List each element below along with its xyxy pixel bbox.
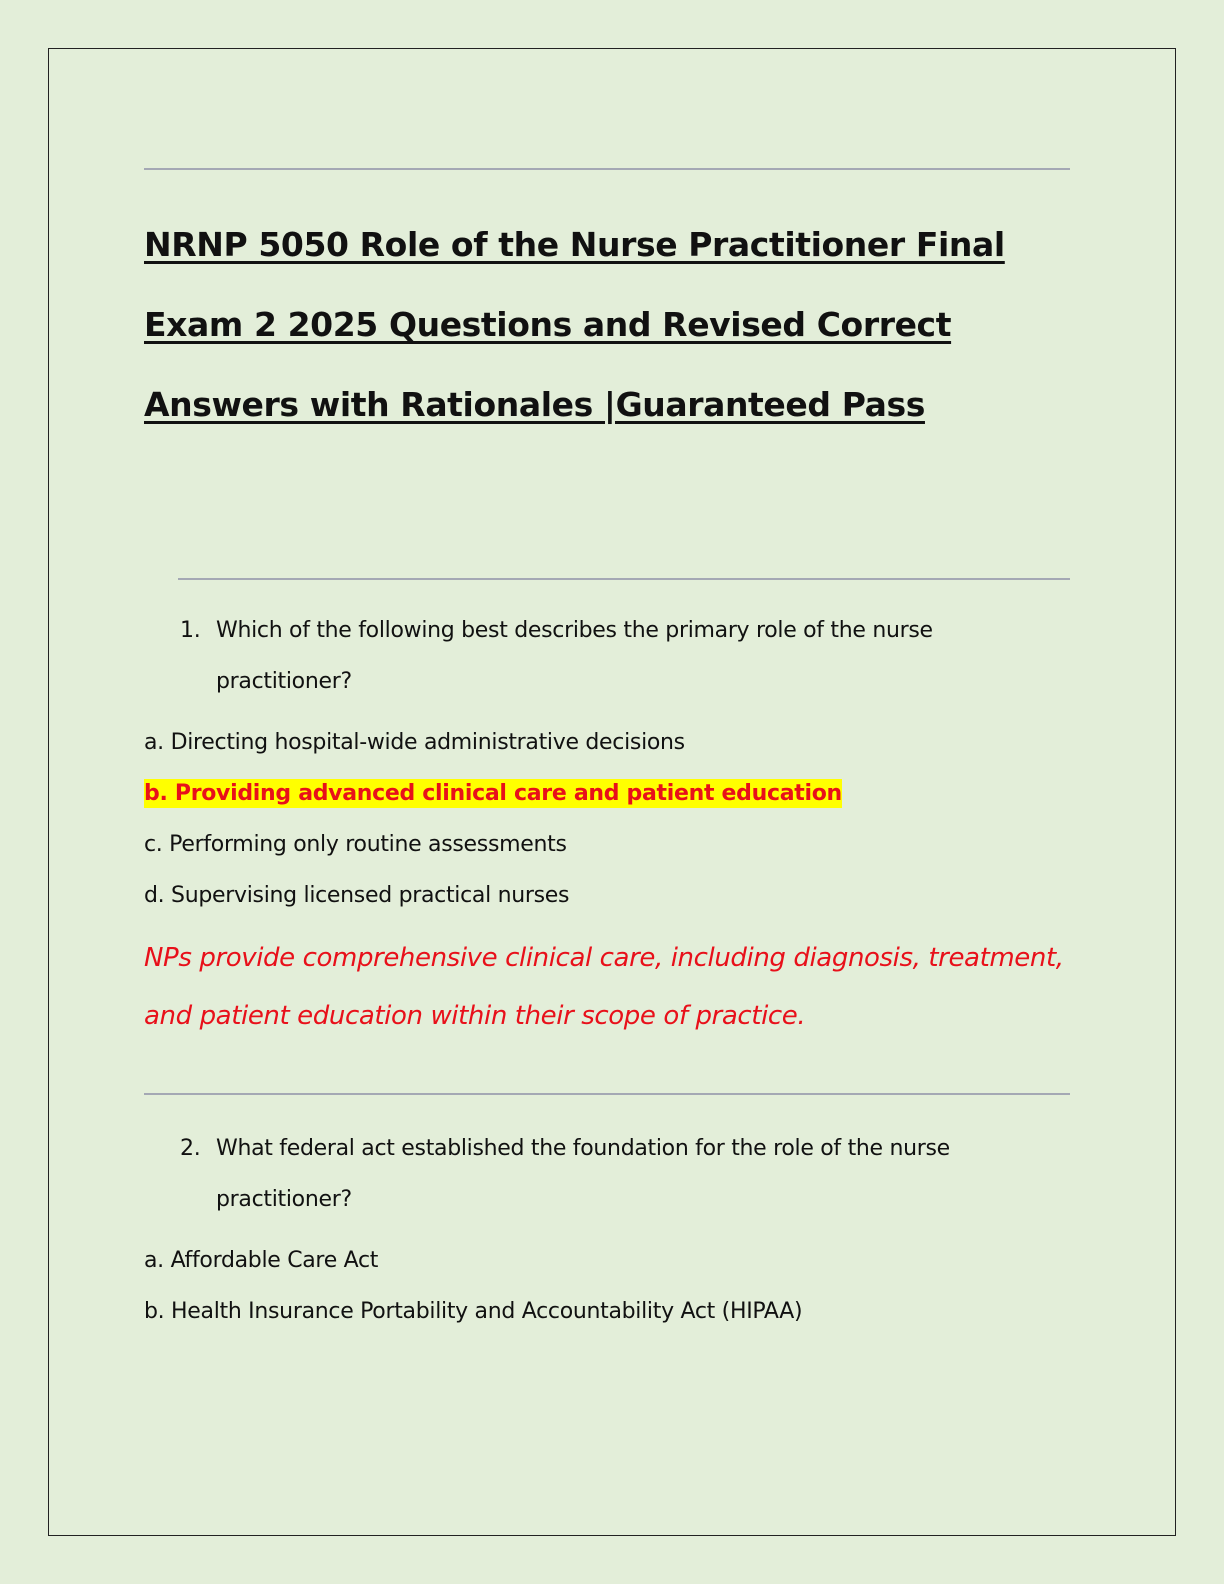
question-1-stem bbox=[144, 605, 1084, 707]
question-text: Which of the following best describes the primary role of the nurse practitioner? bbox=[216, 618, 933, 694]
option-b-correct bbox=[144, 768, 1084, 819]
question-number: 2. bbox=[180, 1136, 201, 1161]
question-1 bbox=[144, 605, 1084, 1045]
top-divider bbox=[144, 168, 1070, 170]
question-2-divider bbox=[144, 1093, 1070, 1095]
answer-options bbox=[144, 1235, 1084, 1337]
option-c: c. Performing only routine assessments bbox=[144, 832, 567, 857]
question-number: 1. bbox=[180, 618, 201, 643]
answer-options bbox=[144, 717, 1084, 921]
document-title bbox=[144, 205, 1044, 445]
title-line-2: Exam 2 2025 Questions and Revised Correct bbox=[144, 305, 952, 344]
correct-answer-highlight: b. Providing advanced clinical care and patient education bbox=[144, 781, 842, 806]
option-b: b. Health Insurance Portability and Accountability Act (HIPAA) bbox=[144, 1299, 803, 1324]
option-a: a. Affordable Care Act bbox=[144, 1248, 379, 1273]
question-1-divider bbox=[178, 578, 1070, 580]
rationale: NPs provide comprehensive clinical care, including diagnosis, treatment, and patient education within their scope of practice. bbox=[144, 943, 1064, 1031]
question-text: What federal act established the foundation for the role of the nurse practitioner? bbox=[216, 1136, 950, 1212]
question-2-stem bbox=[144, 1123, 1084, 1225]
question-2 bbox=[144, 1123, 1084, 1337]
title-line-3: Answers with Rationales |Guaranteed Pass bbox=[144, 385, 925, 424]
title-line-1: NRNP 5050 Role of the Nurse Practitioner Final bbox=[144, 225, 1005, 264]
option-a: a. Directing hospital-wide administrative decisions bbox=[144, 730, 685, 755]
option-d: d. Supervising licensed practical nurses bbox=[144, 883, 570, 908]
